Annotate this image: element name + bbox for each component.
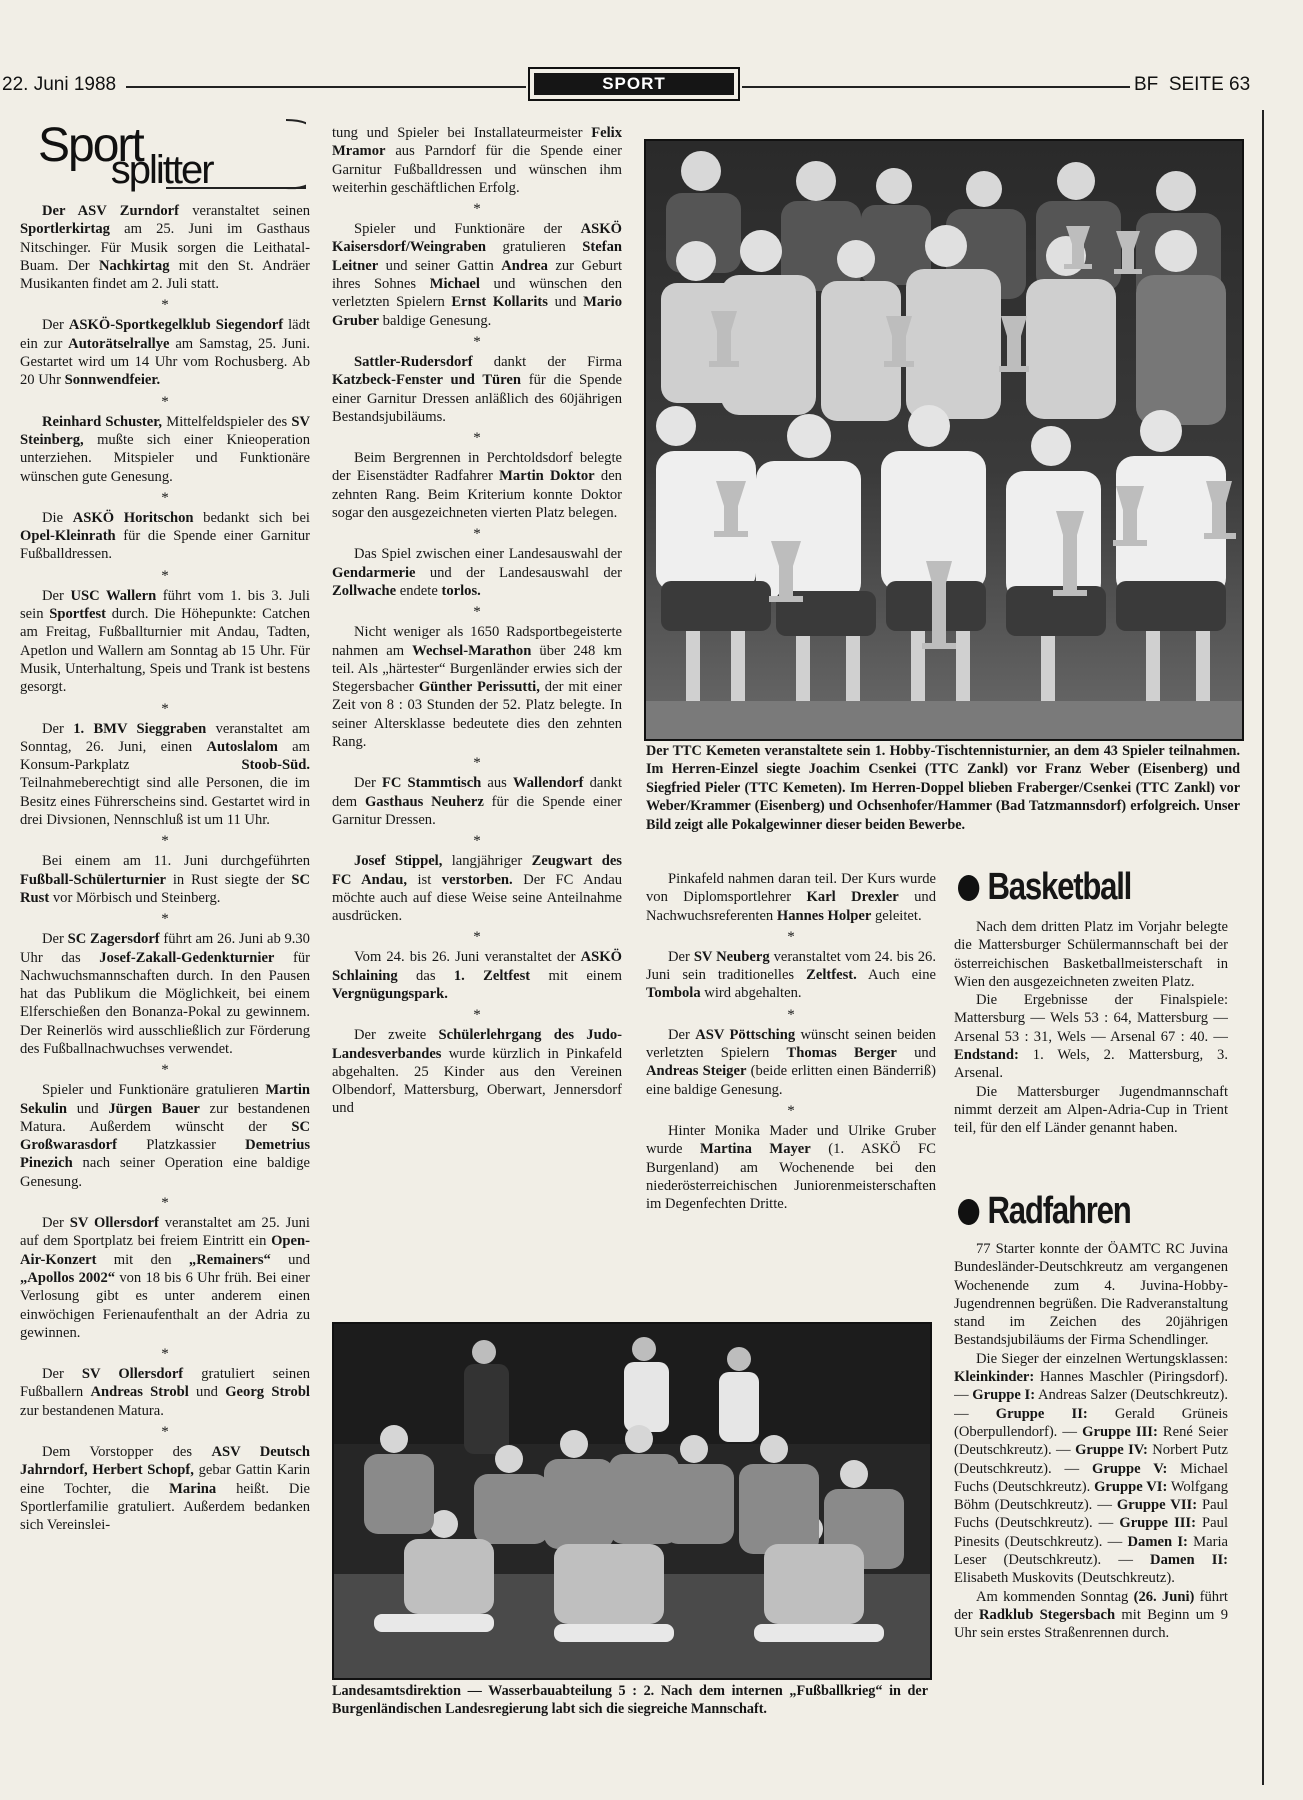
news-item: Der zweite Schülerlehrgang des Judo-Landesverbandes wurde kürzlich in Pinkafeld abgehalten. 25 Kinder aus den Vereinen Olbendorf, Mattersburg, Oberwart, Jennersdorf und [332,1027,622,1117]
football-team-image [334,1324,930,1678]
basketball-heading-text: Basketball [987,866,1132,908]
separator-asterisk: * [787,928,795,945]
basketball-heading [958,866,1131,909]
section-label-box [528,67,740,101]
separator-asterisk: * [161,1062,169,1079]
news-item: Reinhard Schuster, Mittelfeldspieler des SV Steinberg, mußte sich einer Knieoperation unterziehen. Mitspieler und Funktionäre wünschen gute Genesung. [20,413,310,485]
splitter-title-block [16,118,306,190]
separator-asterisk: * [161,1424,169,1441]
news-item: Der SV Ollersdorf veranstaltet am 25. Juni auf dem Sportplatz bei freiem Eintritt ein Open-Air-Konzert mit den „Remainers“ und „Apollos 2002“ von 18 bis 6 Uhr früh. Bei einer Verlosung gibt es unter anderem einen einwöchigen Ferienaufenthalt an der Adria zu gewinnen. [20,1215,310,1341]
news-item: Der USC Wallern führt vom 1. bis 3. Juli sein Sportfest durch. Die Höhepunkte: Catchen am Freitag, Fußballturnier mit Andau, Tadten, Apetlon und Wallern am Sonntag ab 15 Uhr. Für Musik, Unterhaltung, Speis und Trank ist bestens gesorgt. [20,587,310,696]
splitter-title-sport: Sport [38,119,143,172]
page-frame-right [1262,110,1264,1785]
article-paragraph: Nach dem dritten Platz im Vorjahr belegte die Mattersburger Schülermannschaft bei der österreichischen Basketballmeisterschaft in Wien den ausgezeichneten zweiten Platz. [954,919,1228,990]
separator-asterisk: * [161,833,169,850]
ttc-kemeten-photo [644,139,1244,741]
news-item: Hinter Monika Mader und Ulrike Gruber wurde Martina Mayer (1. ASKÖ FC Burgenland) am Wochenende bei den niederösterreichischen Juniorenmeisterschaften im Degenfechten Dritte. [646,1122,936,1213]
header-rule-left [126,86,526,88]
news-item: tung und Spieler bei Installateurmeister Felix Mramor aus Parndorf für die Spende einer Garnitur Fußballdressen und wünschen ihm weiterhin geschäftlichen Erfolg. [332,125,622,196]
news-item: Spieler und Funktionäre gratulieren Martin Sekulin und Jürgen Bauer zur bestandenen Matura. Außerdem wünscht der SC Großwarasdorf Platzkassier Demetrius Pinezich nach seiner Operation eine baldige Genesung. [20,1082,310,1190]
news-item: Das Spiel zwischen einer Landesauswahl der Gendarmerie und der Landesauswahl der Zollwache endete torlos. [332,546,622,599]
news-item: Pinkafeld nahmen daran teil. Der Kurs wurde von Diplomsportlehrer Karl Drexler und Nachwuchsreferenten Hannes Holper geleitet. [646,871,936,924]
fussballkrieg-caption: Landesamtsdirektion — Wasserbauabteilung 5 : 2. Nach dem internen „Fußballkrieg“ in der Burgenländischen Landesregierung labt sich die siegreiche Mannschaft. [332,1683,928,1718]
ttc-group-image [646,141,1242,739]
news-item: Der ASKÖ-Sportkegelklub Siegendorf lädt ein zur Autorätselrallye am Samstag, 25. Juni. Gestartet wird um 14 Uhr vom Rochusberg. Ab 20 Uhr Sonnwendfeier. [20,317,310,389]
column-2 [332,124,622,1314]
separator-asterisk: * [473,833,481,850]
separator-asterisk: * [473,1007,481,1024]
news-item: Der ASV Zurndorf veranstaltet seinen Sportlerkirtag am 25. Juni im Gasthaus Nitschinger. Für Musik sorgen die Leithatal-Buam. Der Nachkirtag mit den St. Andräer Musikanten findet am 2. Juli statt. [20,203,310,293]
separator-asterisk: * [787,1102,795,1119]
bullet-icon [958,875,979,901]
bullet-icon [958,1199,979,1225]
splitter-title-splitter: splitter [110,148,213,192]
news-item: Vom 24. bis 26. Juni veranstaltet der ASKÖ Schlaining das 1. Zeltfest mit einem Vergnügungspark. [332,949,622,1002]
separator-asterisk: * [161,297,169,314]
article-paragraph: 77 Starter konnte der ÖAMTC RC Juvina Bundesländer-Deutschkreutz am vergangenen Wochenende zum 4. Juvina-Hobby-Jugendrennen begrüßen. Die Radveranstaltung stand im Zeichen des 20jährigen Bestandsjubiläums der Firma Schendlinger. [954,1241,1228,1349]
radfahren-heading [958,1190,1131,1233]
article-paragraph: Die Mattersburger Jugendmannschaft nimmt derzeit am Alpen-Adria-Cup in Trient teil, für den elf Länder genannt haben. [954,1083,1228,1137]
separator-asterisk: * [473,526,481,543]
news-item: Der ASV Pöttsching wünscht seinen beiden verletzten Spielern Thomas Berger und Andreas Steiger (beide erlitten einen Bänderriß) eine baldige Genesung. [646,1026,936,1098]
column-1 [20,202,310,1762]
radfahren-article [954,1240,1228,1740]
news-item: Der SV Neuberg veranstaltet vom 24. bis 26. Juni sein traditionelles Zeltfest. Auch eine Tombola wird abgehalten. [646,948,936,1002]
page-number: BF SEITE 63 [1134,74,1251,95]
fussballkrieg-photo [332,1322,932,1680]
separator-asterisk: * [161,700,169,717]
news-item: Die ASKÖ Horitschon bedankt sich bei Opel-Kleinrath für die Spende einer Garnitur Fußballdressen. [20,509,310,563]
separator-asterisk: * [473,929,481,946]
news-item: Der 1. BMV Sieggraben veranstaltet am Sonntag, 26. Juni, einen Autoslalom am Konsum-Parkplatz Stoob-Süd. Teilnahmeberechtigt sind alle Personen, die im Besitz eines Führerscheins sind. Gestartet wird in drei Divsionen, Nennschluß ist um 11 Uhr. [20,720,310,829]
issue-date: 22. Juni 1988 [2,74,117,95]
news-item: Der SV Ollersdorf gratuliert seinen Fußballern Andreas Strobl und Georg Strobl zur bestandenen Matura. [20,1366,310,1419]
header-rule-right [742,86,1130,88]
news-item: Josef Stippel, langjähriger Zeugwart des FC Andau, ist verstorben. Der FC Andau möchte auch auf diese Weise seine Anteilnahme ausdrücken. [332,853,622,925]
section-label: SPORT [534,73,734,95]
separator-asterisk: * [161,1346,169,1363]
splitter-title [38,119,245,192]
separator-asterisk: * [161,567,169,584]
news-item: Der FC Stammtisch aus Wallendorf dankt dem Gasthaus Neuherz für die Spende einer Garnitur Dressen. [332,775,622,828]
news-item: Dem Vorstopper des ASV Deutsch Jahrndorf, Herbert Schopf, gebar Gattin Karin eine Tochter, die Marina heißt. Die Sportlerfamilie gratuliert. Außerdem bedanken sich Vereinslei- [20,1444,310,1534]
news-item: Nicht weniger als 1650 Radsportbegeisterte nahmen am Wechsel-Marathon über 248 km teil. Als „härtester“ Burgenländer erwies sich der Stegersbacher Günther Perissutti, der mit einer Zeit von 8 : 03 Stunden der 52. Platz belegte. In seiner Altersklasse bedeutete dies den zehnten Rang. [332,624,622,751]
news-item: Beim Bergrennen in Perchtoldsdorf belegte der Eisenstädter Radfahrer Martin Doktor den zehnten Rang. Beim Kriterium konnte Doktor sogar den ausgezeichneten vierten Platz belegen. [332,450,622,522]
separator-asterisk: * [161,393,169,410]
news-item: Der SC Zagersdorf führt am 26. Juni ab 9.30 Uhr das Josef-Zakall-Gedenkturnier für Nachwuchsmannschaften durch. In den Pausen hat das Publikum die Möglichkeit, bei einem Elferschießen den Bonanza-Pokal zu gewinnem. Der Reinerlös wird ausschließlich zur Förderung des Fußballnachwuchses verwendet. [20,931,310,1057]
separator-asterisk: * [473,201,481,218]
separator-asterisk: * [161,1195,169,1212]
article-paragraph: Am kommenden Sonntag (26. Juni) führt der Radklub Stegersbach mit Beginn um 9 Uhr sein erstes Straßenrennen durch. [954,1588,1228,1642]
separator-asterisk: * [473,430,481,447]
basketball-article [954,918,1228,1168]
separator-asterisk: * [787,1006,795,1023]
separator-asterisk: * [161,489,169,506]
article-paragraph: Die Ergebnisse der Finalspiele: Mattersburg — Wels 53 : 64, Mattersburg — Arsenal 53 : 31, Wels — Arsenal 67 : 40. — Endstand: 1. Wels, 2. Mattersburg, 3. Arsenal. [954,992,1228,1082]
article-paragraph: Die Sieger der einzelnen Wertungsklassen: Kleinkinder: Hannes Maschler (Piringsdorf). — Gruppe I: Andreas Salzer (Deutschkreutz). — Gruppe II: Gerald Grüneis (Oberpullendorf). — Gruppe III: René Seier (Deutschkreutz). — Gruppe IV: Norbert Putz (Deutschkreutz). — Gruppe V: Michael Fuchs (Deutschkreutz). Gruppe VI: Wolfgang Böhm (Deutschkreutz). — Gruppe VII: Paul Fuchs (Deutschkreutz). — Gruppe III: Paul Pinesits (Deutschkreutz). — Damen I: Maria Leser (Deutschkreutz). — Damen II: Elisabeth Muskovits (Deutschkreutz). [954,1350,1228,1587]
separator-asterisk: * [473,755,481,772]
column-3 [646,870,936,1310]
news-item: Spieler und Funktionäre der ASKÖ Kaisersdorf/Weingraben gratulieren Stefan Leitner und seiner Gattin Andrea zur Geburt ihres Sohnes Michael und wünschen den verletzten Spielern Ernst Kollarits und Mario Gruber baldige Genesung. [332,221,622,329]
radfahren-heading-text: Radfahren [987,1190,1131,1232]
ttc-photo-caption: Der TTC Kemeten veranstaltete sein 1. Hobby-Tischtennisturnier, an dem 43 Spieler teilnahmen. Im Herren-Einzel siegte Joachim Csenkei (TTC Zankl) vor Franz Weber (Eisenberg) und Siegfried Pieler (TTC Kemeten). Im Herren-Doppel blieben Fraberger/Csenkei (TTC Zankl) vor Weber/Krammer (Eisenberg) und Ochsenhofer/Hammer (Bad Tatzmannsdorf) erfolgreich. Unser Bild zeigt alle Pokalgewinner dieser beiden Bewerbe. [646,743,1240,833]
separator-asterisk: * [473,604,481,621]
news-item: Sattler-Rudersdorf dankt der Firma Katzbeck-Fenster und Türen für die Spende einer Garnitur Dressen anläßlich des 60jährigen Bestandsjubiläums. [332,353,622,425]
separator-asterisk: * [473,333,481,350]
news-item: Bei einem am 11. Juni durchgeführten Fußball-Schülerturnier in Rust siegte der SC Rust vor Mörbisch und Steinberg. [20,853,310,906]
separator-asterisk: * [161,911,169,928]
